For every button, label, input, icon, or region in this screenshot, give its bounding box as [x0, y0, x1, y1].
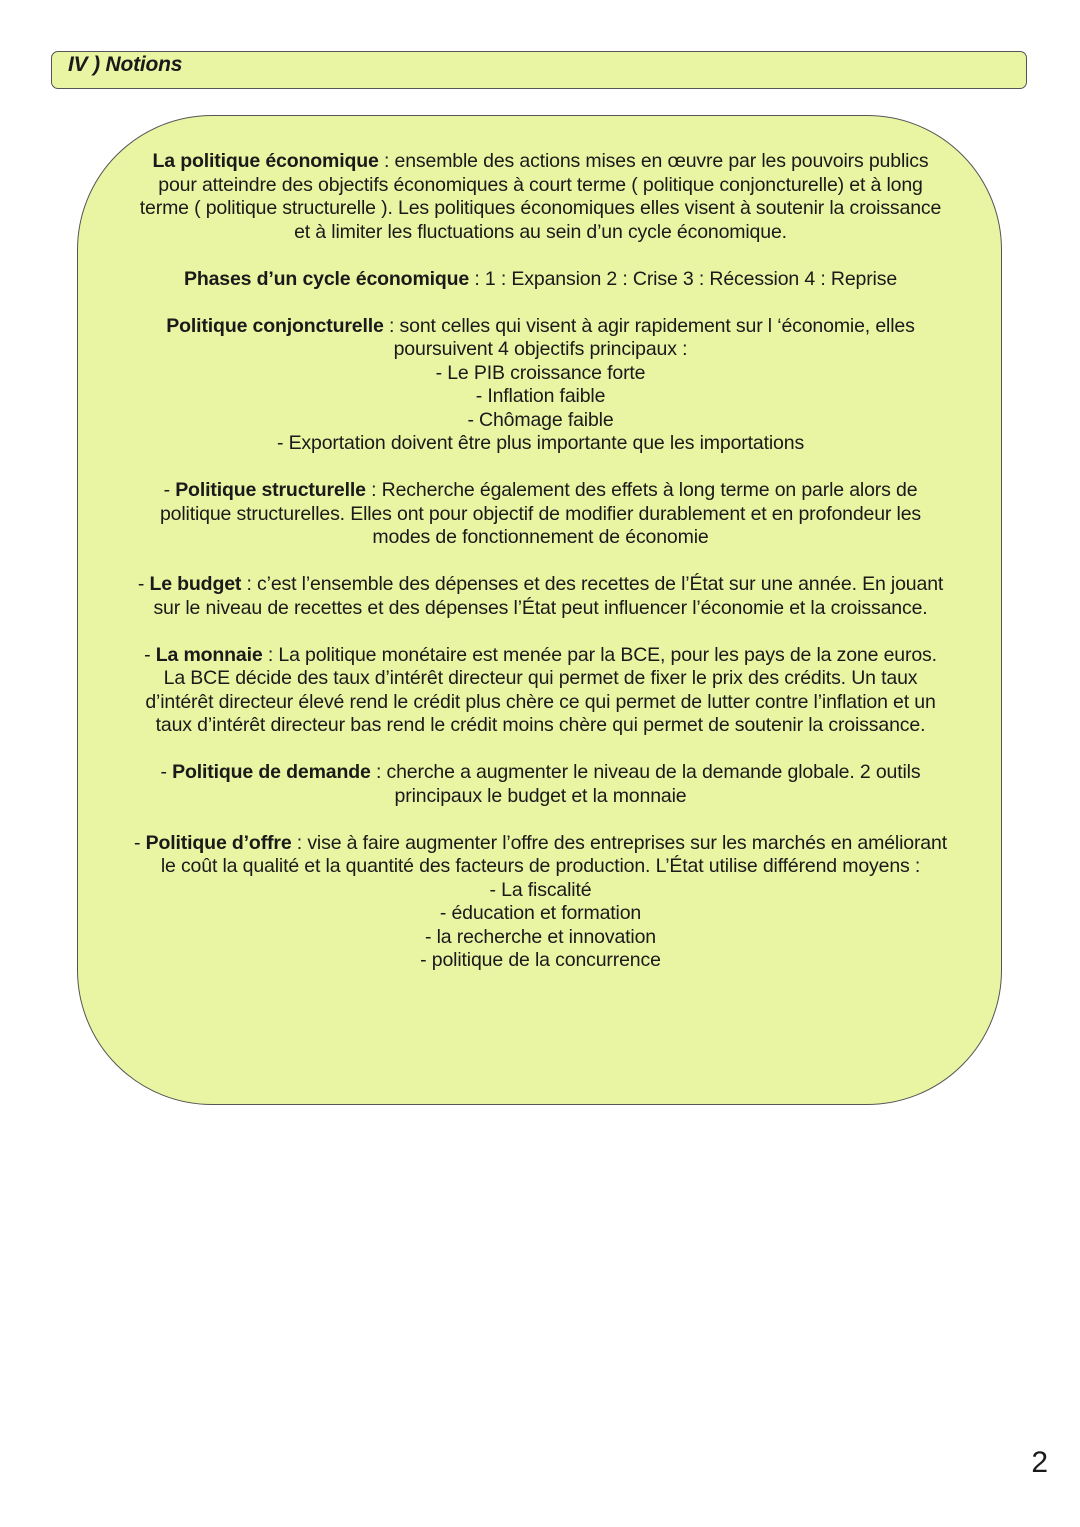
definition-term: La monnaie: [155, 643, 263, 666]
definition-prefix: -: [160, 761, 173, 783]
definition-term: Politique de demande: [172, 761, 371, 783]
definition-politique-offre: [133, 832, 948, 973]
definition-text: : ensemble des actions mises en œuvre par les pouvoirs publics pour atteindre des objectifs économiques à court terme ( politique conjoncturelle) et à long terme ( politique structurelle ). Les politiques économiques elles visent à soutenir la croissance et à limiter les fluctuations au sein d’un cycle économique.: [139, 150, 942, 243]
section-title: IV ) Notions: [68, 53, 183, 76]
section-header: [51, 51, 1027, 89]
definition-text: : Recherche également des effets à long terme on parle alors de politique structurelles. Elles ont pour objectif de modifier durablement et en profondeur les modes de fonctionnement de économie: [159, 479, 922, 548]
list-item: - la recherche et innovation: [424, 925, 657, 948]
notions-text: [133, 150, 948, 973]
definition-text: : c’est l’ensemble des dépenses et des recettes de l’État sur une année. En jouant sur le niveau de recettes et des dépenses l’État peut influencer l’économie et la croissance.: [153, 573, 944, 619]
list-item: - éducation et formation: [439, 902, 642, 924]
list-item: - Le PIB croissance forte: [435, 361, 646, 384]
definition-prefix: -: [144, 643, 156, 666]
definition-term: Politique d’offre: [145, 831, 292, 854]
page-number: 2: [1031, 1446, 1048, 1479]
definition-prefix: -: [137, 573, 150, 595]
definition-politique-economique: [133, 150, 948, 244]
definition-politique-demande: [133, 761, 948, 808]
definition-politique-structurelle: [133, 479, 948, 550]
definition-text: : 1 : Expansion 2 : Crise 3 : Récession 4 : Reprise: [469, 267, 898, 290]
definition-prefix: -: [134, 831, 146, 854]
definition-term: Politique conjoncturelle: [166, 314, 384, 337]
list-item: - politique de la concurrence: [420, 949, 661, 971]
definition-monnaie: [133, 644, 948, 738]
list-item: - La fiscalité: [489, 878, 592, 901]
definition-text: : vise à faire augmenter l’offre des entreprises sur les marchés en améliorant le coût la qualité et la quantité des facteurs de production. L’État utilise différend moyens :: [160, 831, 947, 877]
notions-box: [77, 115, 1002, 1105]
definition-term: Le budget: [149, 573, 242, 595]
list-item: - Chômage faible: [467, 408, 614, 431]
list-item: - Exportation doivent être plus importante que les importations: [276, 432, 805, 454]
definition-text: : sont celles qui visent à agir rapidement sur l ‘économie, elles poursuivent 4 objectifs principaux :: [383, 314, 915, 360]
definition-politique-conjoncturelle: [133, 315, 948, 456]
definition-budget: [133, 573, 948, 620]
definition-term: Politique structurelle: [175, 479, 366, 501]
definition-text: : cherche a augmenter le niveau de la demande globale. 2 outils principaux le budget et la monnaie: [370, 761, 921, 807]
definition-phases-cycle: [133, 268, 948, 292]
definition-text: : La politique monétaire est menée par la BCE, pour les pays de la zone euros. La BCE décide des taux d’intérêt directeur qui permet de fixer le prix des crédits. Un taux d’intérêt directeur élevé rend le crédit plus chère ce qui permet de lutter contre l’inflation et un taux d’intérêt directeur bas rend le crédit moins chère qui permet de soutenir la croissance.: [145, 643, 937, 736]
list-item: - Inflation faible: [475, 385, 606, 407]
definition-prefix: -: [163, 479, 176, 501]
definition-term: Phases d’un cycle économique: [183, 267, 470, 290]
definition-term: La politique économique: [152, 150, 379, 172]
